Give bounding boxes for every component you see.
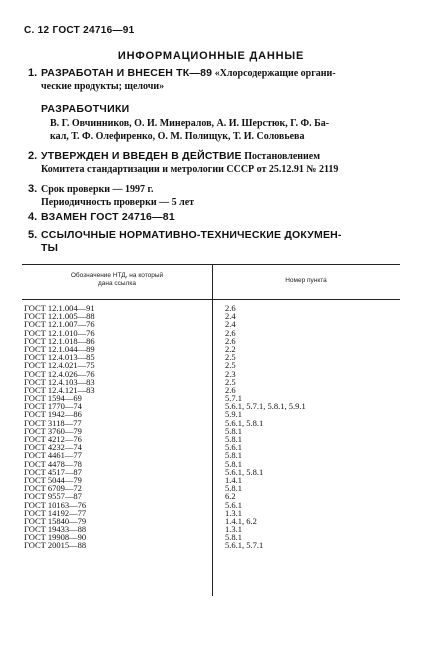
clause-cell: 5.8.1 [225, 458, 242, 469]
references-table [22, 264, 400, 550]
section-5 [28, 229, 406, 255]
clause-cell: 2.6 [225, 327, 236, 338]
document-cell: ГОСТ 3760—79 [24, 425, 82, 436]
section-1-number: 1. [28, 67, 38, 79]
document-cell: ГОСТ 3118—77 [24, 417, 82, 428]
document-cell: ГОСТ 4478—78 [24, 458, 82, 469]
clause-cell: 1.4.1, 6.2 [225, 515, 257, 526]
clause-cell: 5.6.1, 5.8.1 [225, 466, 264, 477]
column-header-document-line1: Обозначение НТД, на который [70, 272, 164, 279]
document-cell: ГОСТ 4232—74 [24, 442, 82, 453]
section-4 [28, 211, 406, 224]
document-cell: ГОСТ 4461—77 [24, 450, 82, 461]
section-2-text-line2: Комитета стандартизации и метрологии СССР от 25.12.91 № 2119 [41, 164, 339, 175]
table-body [22, 300, 400, 550]
clause-cell: 5.8.1 [225, 532, 242, 543]
document-cell: ГОСТ 1594—69 [24, 393, 82, 404]
clause-cell: 5.8.1 [225, 450, 242, 461]
section-4-number: 4. [28, 211, 38, 223]
document-cell: ГОСТ 1942—86 [24, 409, 82, 420]
section-5-heading-line2: ТЫ [41, 242, 59, 254]
document-cell: ГОСТ 20015—88 [24, 540, 87, 551]
document-cell: ГОСТ 6709—72 [24, 483, 82, 494]
document-cell: ГОСТ 12.4.026—76 [24, 368, 95, 379]
developers-line-2: кал, Т. Ф. Олефиренко, О. М. Полищук, Т. И. Соловьева [50, 131, 305, 142]
clause-cell: 5.7.1 [225, 393, 242, 404]
document-cell: ГОСТ 4517—87 [24, 466, 82, 477]
section-1 [28, 67, 406, 93]
section-3-line-2: Периодичность проверки — 5 лет [41, 197, 195, 208]
section-3-line-1: Срок проверки — 1997 г. [41, 184, 154, 195]
document-cell: ГОСТ 12.1.018—86 [24, 335, 95, 346]
clause-cell: 1.3.1 [225, 524, 242, 535]
clause-cell: 5.6.1, 5.8.1 [225, 417, 264, 428]
clause-cell: 2.2 [225, 343, 236, 354]
document-cell: ГОСТ 19433—88 [24, 524, 87, 535]
page-header: С. 12 ГОСТ 24716—91 [24, 25, 135, 36]
section-5-heading: ССЫЛОЧНЫЕ НОРМАТИВНО-ТЕХНИЧЕСКИЕ ДОКУМЕН- [41, 229, 342, 241]
clause-cell: 2.5 [225, 376, 236, 387]
clause-cell: 5.8.1 [225, 425, 242, 436]
page-title: ИНФОРМАЦИОННЫЕ ДАННЫЕ [117, 50, 305, 62]
clause-cell: 2.5 [225, 352, 236, 363]
table-header [22, 265, 400, 300]
developers-list [50, 117, 410, 143]
section-5-number: 5. [28, 229, 38, 241]
clause-cell: 5.8.1 [225, 483, 242, 494]
section-3 [28, 183, 406, 209]
document-cell: ГОСТ 12.1.044—89 [24, 343, 95, 354]
section-1-text-line2: ческие продукты; щелочи» [41, 81, 165, 92]
document-cell: ГОСТ 12.4.121—83 [24, 384, 95, 395]
section-2-number: 2. [28, 150, 38, 162]
document-cell: ГОСТ 5044—79 [24, 474, 82, 485]
clause-cell: 5.9.1 [225, 409, 242, 420]
document-cell: ГОСТ 12.4.013—85 [24, 352, 95, 363]
clause-cell: 1.3.1 [225, 507, 242, 518]
clause-cell: 2.4 [225, 319, 236, 330]
column-header-document [22, 265, 212, 299]
section-2-text: Постановлением [244, 151, 321, 162]
clause-cell: 6.2 [225, 491, 236, 502]
clause-cell: 2.6 [225, 303, 236, 313]
document-cell: ГОСТ 12.1.004—91 [24, 303, 95, 313]
clause-cell: 1.4.1 [225, 474, 242, 485]
clause-cell: 2.4 [225, 311, 236, 322]
section-3-number: 3. [28, 183, 38, 195]
column-header-clause: Номер пункта [285, 277, 327, 284]
clause-cell: 5.6.1, 5.7.1, 5.8.1, 5.9.1 [225, 401, 306, 412]
clause-cell: 5.6.1 [225, 499, 242, 510]
developers-heading: РАЗРАБОТЧИКИ [41, 103, 130, 115]
clause-cell: 5.8.1 [225, 434, 242, 444]
document-cell: ГОСТ 15840—79 [24, 515, 87, 526]
document-cell: ГОСТ 9557—87 [24, 491, 82, 502]
section-4-heading: ВЗАМЕН ГОСТ 24716—81 [41, 211, 175, 223]
clause-cell: 2.6 [225, 335, 236, 346]
clause-cell: 2.5 [225, 360, 236, 371]
document-cell: ГОСТ 12.4.103—83 [24, 376, 95, 387]
document-cell: ГОСТ 19908—90 [24, 532, 87, 543]
section-2 [28, 150, 406, 176]
clause-cell: 2.3 [225, 368, 236, 379]
document-cell: ГОСТ 10163—76 [24, 499, 87, 510]
clause-cell: 5.6.1, 5.7.1 [225, 540, 264, 551]
document-cell: ГОСТ 12.1.010—76 [24, 327, 95, 338]
document-cell: ГОСТ 14192—77 [24, 507, 87, 518]
section-1-heading: РАЗРАБОТАН И ВНЕСЕН ТК—89 [41, 67, 213, 79]
developers-line-1: В. Г. Овчинников, О. И. Минералов, А. И. Шерстюк, Г. Ф. Ба- [50, 118, 330, 129]
section-2-heading: УТВЕРЖДЕН И ВВЕДЕН В ДЕЙСТВИЕ [41, 150, 242, 162]
clause-cell: 2.6 [225, 384, 236, 395]
document-cell: ГОСТ 4212—76 [24, 434, 82, 444]
column-header-document-line2: дана ссылка [98, 280, 136, 287]
document-cell: ГОСТ 12.4.021—75 [24, 360, 95, 371]
document-cell: ГОСТ 12.1.007—76 [24, 319, 95, 330]
document-cell: ГОСТ 1770—74 [24, 401, 82, 412]
clause-cell: 5.6.1 [225, 442, 242, 453]
section-1-text: «Хлорсодержащие органи- [214, 68, 336, 79]
document-cell: ГОСТ 12.1.005—88 [24, 311, 95, 322]
table-row [22, 541, 400, 549]
